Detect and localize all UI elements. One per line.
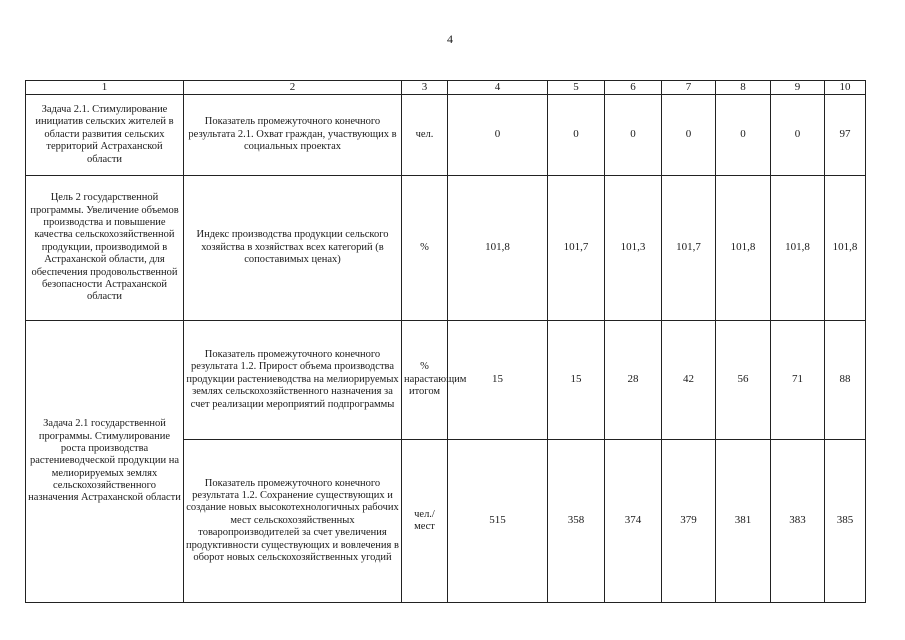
column-header: 8 — [716, 81, 771, 95]
value-cell: 101,7 — [662, 175, 716, 320]
column-header: 4 — [448, 81, 548, 95]
value-cell: 385 — [825, 439, 866, 602]
value-cell: 101,8 — [716, 175, 771, 320]
value-cell: 28 — [605, 320, 662, 439]
value-cell: 0 — [662, 94, 716, 175]
value-cell: 379 — [662, 439, 716, 602]
table-row — [26, 320, 866, 439]
value-cell: 15 — [548, 320, 605, 439]
value-cell: 42 — [662, 320, 716, 439]
page-number: 4 — [447, 32, 453, 46]
column-header: 2 — [184, 81, 402, 95]
value-cell: 0 — [771, 94, 825, 175]
value-cell: 101,3 — [605, 175, 662, 320]
unit-cell: чел. — [402, 94, 448, 175]
value-cell: 383 — [771, 439, 825, 602]
column-header: 6 — [605, 81, 662, 95]
value-cell: 71 — [771, 320, 825, 439]
table-header — [26, 81, 866, 95]
indicator-cell: Показатель промежуточного конечного результата 1.2. Прирост объема производства продукции растениеводства на мелиорируемых землях сельскохозяйственного назначения за счет реализации мероприятий подпрограммы — [184, 320, 402, 439]
value-cell: 0 — [605, 94, 662, 175]
table-row — [26, 94, 866, 175]
value-cell: 381 — [716, 439, 771, 602]
value-cell: 0 — [448, 94, 548, 175]
column-header: 1 — [26, 81, 184, 95]
goal-cell: Цель 2 государственной программы. Увеличение объемов производства и повышение качества сельскохозяйственной продукции, производимой в Астраханской области, для обеспечения продовольственной безопасности Астраханской области — [26, 175, 184, 320]
column-header: 10 — [825, 81, 866, 95]
value-cell: 0 — [548, 94, 605, 175]
value-cell: 97 — [825, 94, 866, 175]
value-cell: 515 — [448, 439, 548, 602]
value-cell: 88 — [825, 320, 866, 439]
value-cell: 101,8 — [771, 175, 825, 320]
value-cell: 374 — [605, 439, 662, 602]
indicator-cell: Показатель промежуточного конечного результата 2.1. Охват граждан, участвующих в социальных проектах — [184, 94, 402, 175]
column-header: 3 — [402, 81, 448, 95]
value-cell: 101,7 — [548, 175, 605, 320]
column-header: 7 — [662, 81, 716, 95]
unit-cell: чел./мест — [402, 439, 448, 602]
indicator-cell: Индекс производства продукции сельского хозяйства в хозяйствах всех категорий (в сопоставимых ценах) — [184, 175, 402, 320]
goal-cell: Задача 2.1. Стимулирование инициатив сельских жителей в области развития сельских территорий Астраханской области — [26, 94, 184, 175]
unit-cell: % нарастающим итогом — [402, 320, 448, 439]
table-row — [26, 175, 866, 320]
value-cell: 101,8 — [825, 175, 866, 320]
unit-cell: % — [402, 175, 448, 320]
value-cell: 0 — [716, 94, 771, 175]
value-cell: 56 — [716, 320, 771, 439]
value-cell: 358 — [548, 439, 605, 602]
goal-cell: Задача 2.1 государственной программы. Стимулирование роста производства растениеводческой продукции на мелиорируемых землях сельскохозяйственного назначения Астраханской области — [26, 320, 184, 602]
indicator-cell: Показатель промежуточного конечного результата 1.2. Сохранение существующих и создание новых высокотехнологичных рабочих мест сельскохозяйственных товаропроизводителей за счет увеличения продуктивности существующих и вовлечения в оборот новых сельскохозяйственных угодий — [184, 439, 402, 602]
value-cell: 101,8 — [448, 175, 548, 320]
column-header: 5 — [548, 81, 605, 95]
indicators-table — [25, 80, 866, 603]
column-header: 9 — [771, 81, 825, 95]
value-cell: 15 — [448, 320, 548, 439]
